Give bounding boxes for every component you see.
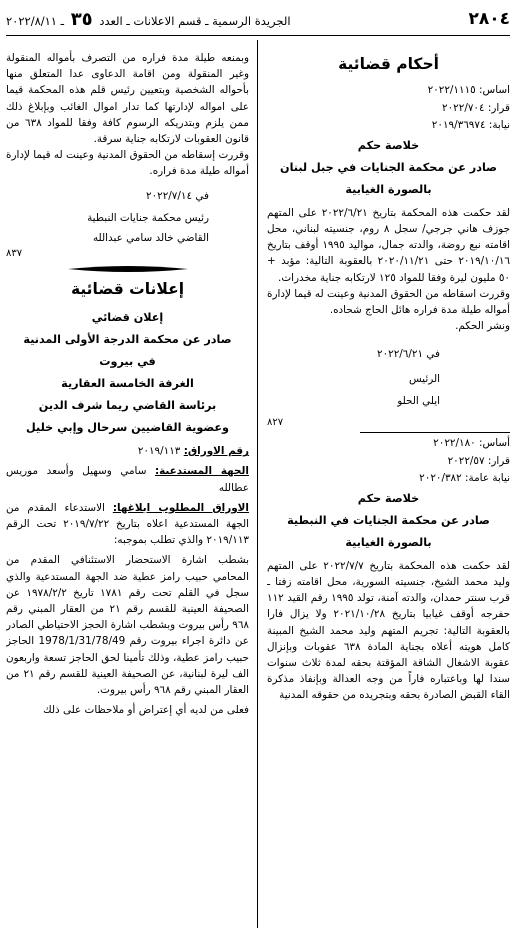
case1-heading-court: صادر عن محكمة الجنايات في جبل لبنان [280,160,497,174]
notice-body-1: بشطب اشارة الاستحضار الاستئنافي المقدم من المحامي حبيب رامز عطية ضد الجهة المستدعية والذي سجل في القلم تحت رقم ١٧٨١ تاريخ ١٩٧٨/٢/٢ عن الصحيفة العينية للقسم رقم ٢١ من العقار المبني رقم ٩٦٨ رأس بيروت وبشطب اشارة الحجز الاحتياطي الصادر عن دائرة اجراء بيروت رقم 1978/1/31/78/49 الحاجز حبيب رامز عطية، وذلك تأمينا لحق الحاجز تسعة واربعون الف ليرة لبنانية، عن الصحيفة العينية للقسم رقم ٢١ من العقار المبني رقم ٩٦٨ رأس بيروت. [6,554,249,697]
continued-paragraph-1: وبمنعه طيلة مدة فراره من التصرف بأمواله المنقولة وغير المنقولة ومن اقامة الدعاوى عدا المتعلق منها بأحواله الشخصية وبتعيين رئيس قلم هذه المحكمة قيما على امواله لإدارتها كما تدار اموال الغائب وبإبلاغ ذلك ممن يلزم وبتدريكه الرسوم كافة وفقا للمواد ٦٣٨ من قانون العقوبات لارتكابه جناية سرقة. [6,52,249,146]
case1-paragraph-2: وقررت اسقاطه من الحقوق المدنية وعينت له قيما لإدارة أمواله طيلة مدة فراره هائل الحاج شحاده. [267,287,510,316]
case2-ref-decision: قرار: ٢٠٢٢/٥٧ [447,454,510,467]
notice-papers [6,443,249,459]
case1-sig-title: الرئيس [408,372,440,385]
notice-party [6,463,249,495]
notice-papers-value: ٢٠١٩/١١٣ [137,445,181,458]
column-divider [257,40,258,928]
case1-ref-decision: قرار: ٢٠٢٢/٧٠٤ [442,101,510,114]
case2-ref-prosecution: نيابة عامة: ٢٠٢٠/٣٨٢ [419,472,510,485]
ornament-divider [6,265,249,273]
notice-heading-5: برئاسة القاضي ريما شرف الدين [38,399,217,413]
case2-sig-name: القاضي خالد سامي عبدالله [92,232,209,245]
case1-sig-name: ايلي الحلو [397,394,440,407]
case2-paragraph-1: لقد حكمت هذه المحكمة بتاريخ ٢٠٢٢/٧/٧ على المتهم وليد محمد الشيخ، جنسيته السورية، محل اقامته زفتا ـ قرب سنتر حمدان، والدته آمنة، تولد ١٩٩٥ رقم القيد ١١٢ حفرجه أوقف غيابيا بتاريخ ٢٠٢١/١٠/٢٨ ولا يزال فارا بالعقوبة التالية: تجريم المتهم وليد محمد الشيخ المبينة كامل هويته أعلاه بجناية المادة ٦٣٨ عقوبات وبإنزال عقوبة الاشغال الشاقة المؤقتة بحقه لمدة ثلاث سنوات سندا لها وباعتباره فاراً من وجه العدالة وبإنفاذ مذكرة القاء القبض الصادرة بحقه وبتجريده من حقوقه المدنية [267,559,510,702]
notice-heading-6: وعضوية القاضيين سرحال وإبي خليل [26,421,229,435]
notice-party-value: سامي وسهيل وأسعد موريس عطالله [6,465,249,494]
left-column [6,40,249,928]
case1-ref-basis: اساس: ٢٠٢٢/١١١٥ [427,84,510,96]
case1-number: ٨٢٧ [267,417,284,429]
notice-heading-1: إعلان قضائي [91,311,164,325]
issue-date: ـ ٢٠٢٢/٨/١١ [6,13,65,28]
case1-heading-absentia: بالصورة الغيابية [345,182,432,196]
case2-number: ٨٣٧ [6,248,23,260]
notice-request-value: الاستدعاء المقدم من الجهة المستدعية اعلاه بتاريخ ٢٠١٩/٧/٢٢ تحت الرقم ٢٠١٩/١١٣ والذي تطلب بموجبه: [6,501,249,547]
case2-heading-court: صادر عن محكمة الجنايات في النبطية [287,513,490,527]
notice-heading-4: الغرفة الخامسة العقارية [61,377,194,391]
case1-refs [267,82,510,135]
case2-heading-summary: خلاصة حكم [357,491,420,505]
notice-request-label: الاوراق المطلوب ابلاغها: [112,501,249,514]
notice-body-2: فعلى من لديه أي إعتراض أو ملاحظات على ذلك [43,704,249,717]
case1-ref-prosecution: نيابة: ٢٠١٩/٣٦٩٧٤ [431,119,510,132]
page-header [6,4,510,34]
case1-paragraph-1: لقد حكمت هذه المحكمة بتاريخ ٢٠٢٢/٦/٢١ على المتهم جوزف هاني جرجي/ سجل ٨ روم، جنسيته لبناني، محل اقامته نبع روضة، والدته جمال، مواليد ١٩٩٥ أوقف بتاريخ ٢٠١٩/١٠/١٦ حتى ٢٠٢٠/١١/٢١ بالعقوبة التالية: مؤبد + ٥٠ مليون ليرة وفقا للمواد ١٢٥ لارتكابه جناية مخدرات. [267,206,510,284]
notice-heading-2: صادر عن محكمة الدرجة الأولى المدنية [23,333,232,347]
continued-paragraph-2: وقررت إسقاطه من الحقوق المدنية وعينت له قيما لإدارة أمواله طيلة مدة فراره. [6,149,249,178]
case2-refs [267,435,510,488]
case2-sig-date: في ٢٠٢٢/٧/١٤ [145,189,209,202]
notice-request [6,500,249,549]
case2-heading-absentia: بالصورة الغيابية [345,535,432,549]
case1-signature [267,346,510,409]
section-title-judgments: أحكام قضائية [338,55,439,73]
notice-papers-label: رقم الاوراق: [183,445,249,458]
right-column [267,40,510,928]
ornament-graphic [68,265,188,273]
case-separator [360,432,510,433]
notice-party-label: الجهة المستدعية: [154,465,249,478]
publication-title: الجريدة الرسمية ـ قسم الاعلانات ـ العدد [99,13,291,28]
case2-ref-basis: أساس: ٢٠٢٢/١٨٠ [433,437,510,450]
case1-paragraph-3: ونشر الحكم. [455,320,510,333]
header-rule [6,35,510,36]
section-title-announcements: إعلانات قضائية [70,280,185,299]
header-title [6,9,291,30]
case2-sig-title: رئيس محكمة جنايات النبطية [87,211,209,224]
case2-signature [6,188,249,247]
issue-number: ٣٥ [70,8,93,30]
notice-heading-3: في بيروت [99,355,156,369]
case1-sig-date: في ٢٠٢٢/٦/٢١ [376,348,440,361]
case1-heading-summary: خلاصة حكم [357,138,420,152]
page-number: ٢٨٠٤ [468,9,510,29]
